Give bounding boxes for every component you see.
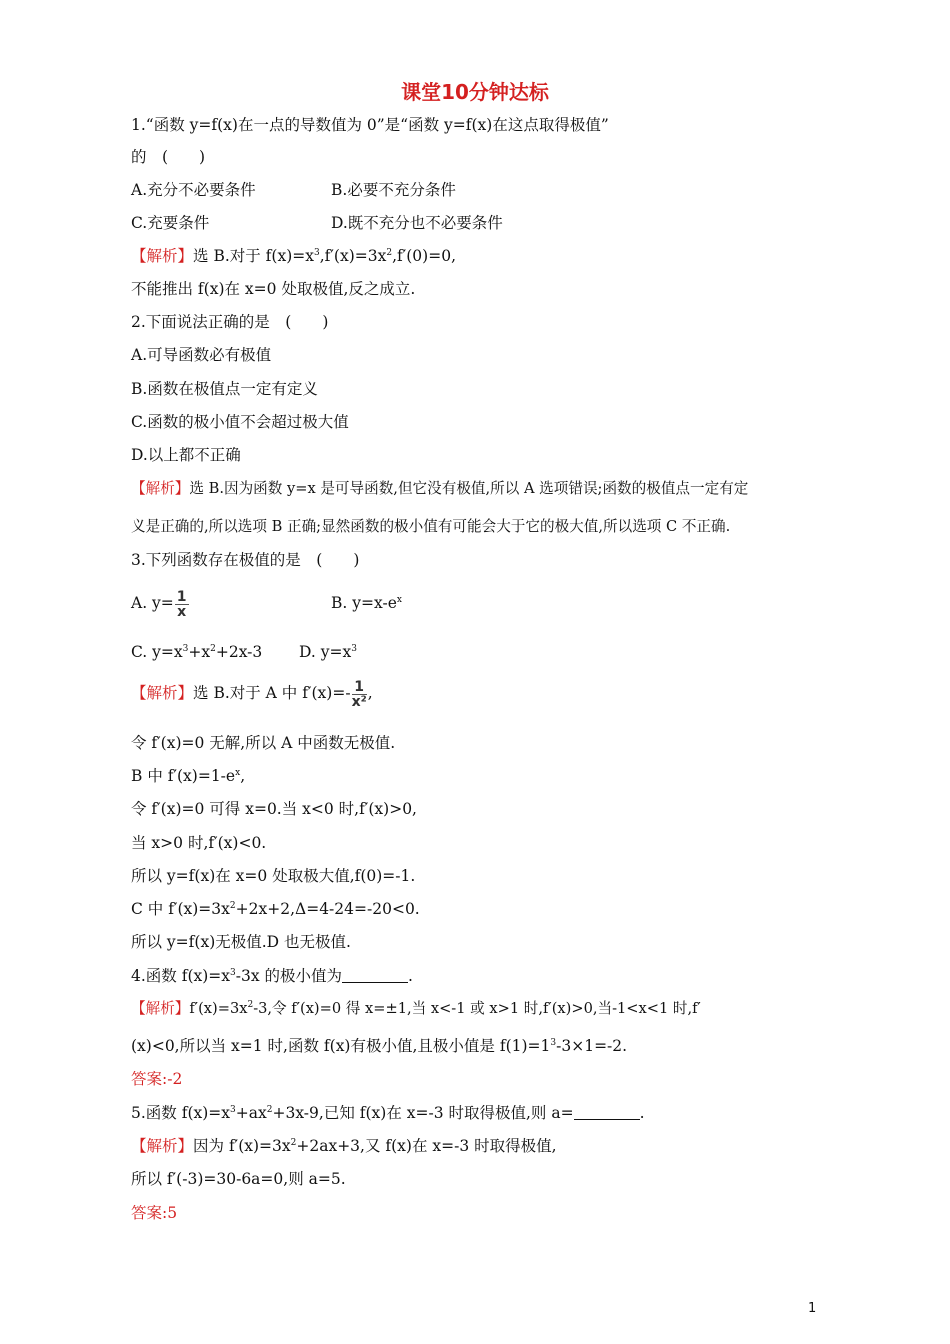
- q2-option-a: A.可导函数必有极值: [131, 346, 272, 364]
- q2-option-c: C.函数的极小值不会超过极大值: [131, 413, 349, 431]
- q4-solution-line1: 【解析】$f'(x)=3x^2-3$,令 f′(x)=0 得 x=±1,当 x<-1 或 x>1 时,f′(x)>0,当-1<x<1 时,f′: [131, 1000, 701, 1017]
- q3-option-c: C. $y=x^3+x^2+2x-3$: [131, 643, 263, 661]
- page-number: 1: [808, 1301, 817, 1316]
- q3-option-b: B. $y=x-e^x$: [331, 594, 402, 612]
- q3-solution-line5: 当 x>0 时,f′(x)<0.: [131, 834, 267, 852]
- q3-solution-line7: C 中 $f'(x)=3x^2+2x+2,\Delta=4-24=-20<0$.: [131, 900, 420, 918]
- q2-solution-line2: 义是正确的,所以选项 B 正确;显然函数的极小值有可能会大于它的极大值,所以选项 C 不正确.: [131, 518, 731, 535]
- q2-solution-line1: 【解析】选 B.因为函数 y=x 是可导函数,但它没有极值,所以 A 选项错误;函数的极值点一定有定: [131, 480, 749, 497]
- answer-blank: [342, 968, 408, 983]
- q2-option-b: B.函数在极值点一定有定义: [131, 380, 318, 398]
- q4-answer: 答案:-2: [131, 1070, 183, 1088]
- fraction-one-over-x: $\frac{1}{x}$: [176, 588, 187, 620]
- q3-solution-line2: 令 f′(x)=0 无解,所以 A 中函数无极值.: [131, 734, 396, 752]
- q4-solution-line2: (x)<0,所以当 x=1 时,函数 f(x)有极小值,且极小值是 $f(1)=1^3-3\times 1=-2$.: [131, 1037, 628, 1055]
- q1-stem-line1: 1.“函数 y=f(x)在一点的导数值为 0”是“函数 y=f(x)在这点取得极值”: [131, 116, 609, 134]
- analysis-tag: 【解析】: [131, 1137, 194, 1155]
- q1-stem-line2: 的 ( ): [131, 148, 206, 166]
- analysis-tag: 【解析】: [131, 684, 194, 702]
- q3-solution-line4: 令 f′(x)=0 可得 x=0.当 x<0 时,f′(x)>0,: [131, 800, 417, 818]
- page-title: 课堂10分钟达标: [401, 80, 549, 104]
- q1-solution-line2: 不能推出 f(x)在 x=0 处取极值,反之成立.: [131, 280, 416, 298]
- q5-solution-line2: 所以 f′(-3)=30-6a=0,则 a=5.: [131, 1170, 346, 1188]
- q3-solution-line6: 所以 y=f(x)在 x=0 处取极大值,f(0)=-1.: [131, 867, 416, 885]
- fraction-one-over-x-squared: $\frac{1}{\text{x²}}$: [351, 678, 367, 710]
- q3-stem: 3.下列函数存在极值的是 ( ): [131, 551, 360, 569]
- analysis-tag: 【解析】: [131, 480, 190, 497]
- q3-solution-line1: 【解析】选 B.对于 A 中 f′(x)=- $\frac{1}{\text{x²}}$ ,: [131, 678, 373, 710]
- q5-stem: 5.函数 $f(x)=x^3+ax^2+3x-9$,已知 f(x)在 x=-3 时取得极值,则 a= .: [131, 1104, 645, 1122]
- q3-option-a: A. y= $\frac{1}{x}$: [131, 588, 187, 620]
- q1-solution-line1: 【解析】选 B.对于 $f(x)=x^3,f'(x)=3x^2,f'(0)=0$,: [131, 247, 456, 265]
- q2-stem: 2.下面说法正确的是 ( ): [131, 313, 329, 331]
- analysis-tag: 【解析】: [131, 1000, 190, 1017]
- analysis-tag: 【解析】: [131, 247, 194, 265]
- q3-option-d: D. $y=x^3$: [299, 643, 357, 661]
- q3-solution-line3: B 中 $f'(x)=1-e^x$,: [131, 767, 246, 785]
- q1-option-d: D.既不充分也不必要条件: [331, 214, 503, 232]
- q5-solution-line1: 【解析】因为 $f'(x)=3x^2+2ax+3$,又 f(x)在 x=-3 时取得极值,: [131, 1137, 557, 1155]
- q2-option-d: D.以上都不正确: [131, 446, 241, 464]
- q1-option-b: B.必要不充分条件: [331, 181, 456, 199]
- q1-option-a: A.充分不必要条件: [131, 181, 256, 199]
- q1-option-c: C.充要条件: [131, 214, 210, 232]
- q5-answer: 答案:5: [131, 1204, 178, 1222]
- q3-solution-line8: 所以 y=f(x)无极值.D 也无极值.: [131, 933, 351, 951]
- q4-stem: 4.函数 $f(x)=x^3-3x$ 的极小值为 .: [131, 967, 413, 985]
- answer-blank: [574, 1105, 640, 1120]
